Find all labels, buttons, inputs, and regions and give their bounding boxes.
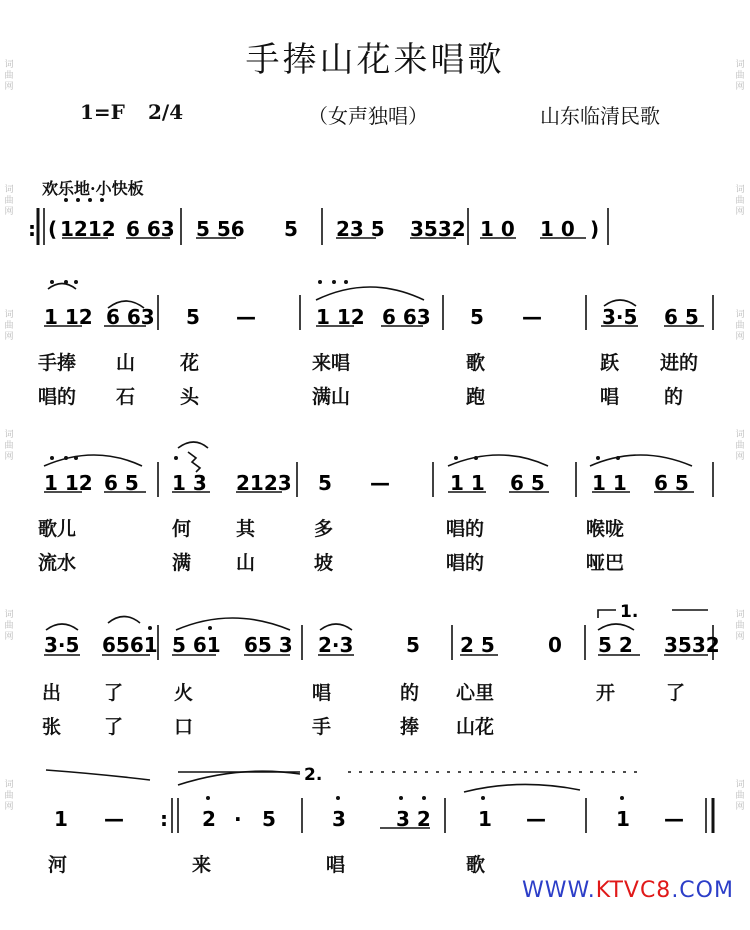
- watermark-right-2: 词曲网: [735, 185, 745, 217]
- intro-note: 1212: [60, 217, 116, 241]
- intro-note: 23 5: [336, 217, 385, 241]
- song-title: 手捧山花来唱歌: [245, 40, 505, 80]
- note: 1: [478, 807, 492, 831]
- watermark-right-6: 词曲网: [735, 780, 745, 812]
- lyric: 石: [116, 386, 136, 408]
- lyric: 进的: [660, 352, 699, 374]
- note: 3·5: [602, 305, 638, 329]
- lyric: 了: [666, 682, 686, 704]
- lyric: 山: [116, 352, 136, 374]
- note: 6 63: [382, 305, 431, 329]
- watermark-left-5: 词曲网: [4, 610, 14, 642]
- lyric: 张: [42, 716, 62, 738]
- note: 6 5: [104, 471, 139, 495]
- intro-paren-close: ): [590, 217, 600, 241]
- note: 6 5: [664, 305, 699, 329]
- watermark-left-1: 词曲网: [4, 60, 14, 92]
- note: 65 3: [244, 633, 293, 657]
- note: 5 61: [172, 633, 221, 657]
- note: 6 5: [510, 471, 545, 495]
- watermark-right-5: 词曲网: [735, 610, 745, 642]
- lyric: 手: [312, 716, 332, 738]
- lyric: 了: [104, 716, 124, 738]
- note: 2·3: [318, 633, 354, 657]
- lyric: 跃: [600, 352, 620, 374]
- intro-note: 1 0: [480, 217, 515, 241]
- note: 1 12: [44, 305, 93, 329]
- lyric: 其: [236, 518, 256, 540]
- lyric: 头: [180, 386, 200, 408]
- lyric: 河: [48, 854, 68, 876]
- dash: —: [522, 305, 542, 329]
- note: 6 5: [654, 471, 689, 495]
- note: 2: [202, 807, 216, 831]
- lyric: 满山: [312, 386, 351, 408]
- lyric: 唱的: [38, 386, 77, 408]
- note: 5: [470, 305, 484, 329]
- lyric: 出: [42, 682, 62, 704]
- lyric: 来: [192, 854, 212, 876]
- lyric: 多: [314, 518, 334, 540]
- lyric: 满: [172, 552, 192, 574]
- lyric: 手捧: [38, 352, 77, 374]
- lyric: 唱的: [446, 552, 485, 574]
- lyric: 哑巴: [586, 552, 625, 574]
- dash: —: [370, 471, 390, 495]
- dash: —: [526, 807, 546, 831]
- volta-second-label: 2.: [304, 765, 323, 785]
- lyric: 了: [104, 682, 124, 704]
- watermark-right-1: 词曲网: [735, 60, 745, 92]
- song-source: 山东临清民歌: [540, 104, 660, 128]
- note: 3 2: [396, 807, 431, 831]
- time-signature: 2/4: [148, 100, 184, 124]
- watermark-right-3: 词曲网: [735, 310, 745, 342]
- lyric: 何: [172, 518, 192, 540]
- intro-note: 5: [284, 217, 298, 241]
- lyric: 心里: [456, 682, 495, 704]
- site-url: WWW.KTVC8.COM: [522, 878, 734, 903]
- note: 5: [262, 807, 276, 831]
- intro-note: 1 0: [540, 217, 575, 241]
- lyric: 喉咙: [586, 518, 625, 540]
- lyric: 捧: [400, 716, 420, 738]
- lyric: 歌儿: [38, 518, 77, 540]
- note: 1: [54, 807, 68, 831]
- lyric: 跑: [466, 386, 486, 408]
- volta-first-label: 1.: [620, 602, 639, 622]
- dash: —: [664, 807, 684, 831]
- lyric: 坡: [314, 552, 334, 574]
- lyric: 唱的: [446, 518, 485, 540]
- note: 1 3: [172, 471, 207, 495]
- note: 1 1: [592, 471, 627, 495]
- lyric: 口: [174, 716, 194, 738]
- note: 5 2: [598, 633, 633, 657]
- note: 1: [616, 807, 630, 831]
- intro-note: 3532: [410, 217, 466, 241]
- lyric: 的: [664, 386, 684, 408]
- note: 6 63: [106, 305, 155, 329]
- performer-note: （女声独唱）: [308, 104, 428, 128]
- rest: 0: [548, 633, 562, 657]
- note: 2 5: [460, 633, 495, 657]
- lyric: 唱: [312, 682, 332, 704]
- repeat-end-colon: :: [160, 807, 168, 831]
- note: 3·5: [44, 633, 80, 657]
- lyric: 山: [236, 552, 256, 574]
- dash: —: [104, 807, 124, 831]
- note: 1 12: [316, 305, 365, 329]
- note: 6561: [102, 633, 158, 657]
- repeat-start-colon: :: [28, 217, 36, 241]
- note: 2123: [236, 471, 292, 495]
- watermark-left-2: 词曲网: [4, 185, 14, 217]
- note: 3532: [664, 633, 720, 657]
- key-signature: 1=F: [80, 100, 125, 124]
- watermark-left-4: 词曲网: [4, 430, 14, 462]
- lyric: 唱: [326, 854, 346, 876]
- lyric: 山花: [456, 716, 495, 738]
- lyric: 歌: [466, 854, 486, 876]
- dot: ·: [234, 807, 242, 831]
- lyric: 来唱: [312, 352, 351, 374]
- lyric: 流水: [38, 552, 77, 574]
- watermark-right-4: 词曲网: [735, 430, 745, 462]
- intro-note: 6 63: [126, 217, 175, 241]
- watermark-left-3: 词曲网: [4, 310, 14, 342]
- watermark-left-6: 词曲网: [4, 780, 14, 812]
- tempo-marking: 欢乐地·小快板: [42, 179, 144, 198]
- note: 5: [186, 305, 200, 329]
- note: 5: [406, 633, 420, 657]
- note: 1 12: [44, 471, 93, 495]
- intro-paren-open: (: [48, 217, 58, 241]
- lyric: 的: [400, 682, 420, 704]
- note: 5: [318, 471, 332, 495]
- note: 1 1: [450, 471, 485, 495]
- lyric: 唱: [600, 386, 620, 408]
- lyric: 开: [596, 682, 616, 704]
- lyric: 火: [174, 682, 194, 704]
- lyric: 花: [180, 352, 200, 374]
- intro-note: 5 56: [196, 217, 245, 241]
- dash: —: [236, 305, 256, 329]
- note: 3: [332, 807, 346, 831]
- lyric: 歌: [466, 352, 486, 374]
